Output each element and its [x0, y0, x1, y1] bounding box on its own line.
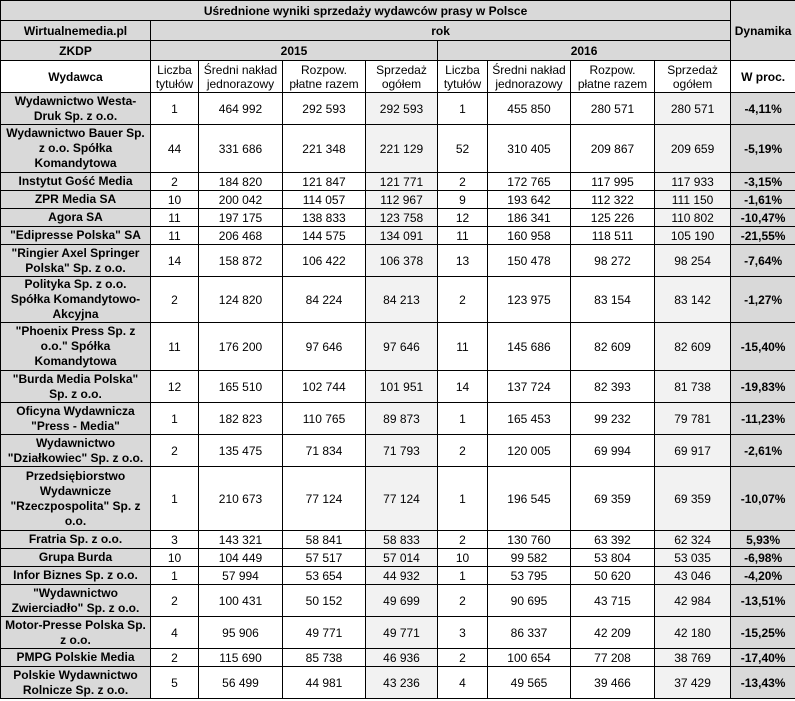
total-sales-2016: 81 738	[655, 371, 731, 403]
titles-2015: 1	[151, 567, 199, 585]
paid-circulation-2015: 84 224	[283, 277, 366, 323]
publisher-name: Agora SA	[1, 209, 151, 227]
paid-circulation-2015: 292 593	[283, 93, 366, 125]
titles-2016: 2	[438, 173, 488, 191]
total-sales-2015: 221 129	[366, 125, 438, 173]
publisher-name: ZPR Media SA	[1, 191, 151, 209]
avg-print-2016: 150 478	[488, 245, 571, 277]
total-sales-2016: 209 659	[655, 125, 731, 173]
paid-circulation-2015: 144 575	[283, 227, 366, 245]
total-sales-2015: 292 593	[366, 93, 438, 125]
paid-circulation-2016: 280 571	[571, 93, 655, 125]
paid-circulation-2015: 110 765	[283, 403, 366, 435]
titles-2016: 9	[438, 191, 488, 209]
titles-2015: 2	[151, 173, 199, 191]
paid-circulation-2016: 125 226	[571, 209, 655, 227]
total-sales-2015: 101 951	[366, 371, 438, 403]
avg-print-2016: 130 760	[488, 531, 571, 549]
change-percent: -2,61%	[731, 435, 795, 467]
total-sales-2015: 134 091	[366, 227, 438, 245]
titles-2016: 1	[438, 93, 488, 125]
titles-2015: 2	[151, 435, 199, 467]
paid-circulation-2016: 63 392	[571, 531, 655, 549]
change-percent: -5,19%	[731, 125, 795, 173]
total-sales-2015: 84 213	[366, 277, 438, 323]
total-sales-2015: 77 124	[366, 467, 438, 531]
col-wydawca: Wydawca	[1, 61, 151, 93]
total-sales-2016: 69 917	[655, 435, 731, 467]
avg-print-2016: 100 654	[488, 649, 571, 667]
total-sales-2016: 111 150	[655, 191, 731, 209]
paid-circulation-2016: 43 715	[571, 585, 655, 617]
paid-circulation-2016: 69 994	[571, 435, 655, 467]
paid-circulation-2015: 44 981	[283, 667, 366, 699]
publisher-name: Polityka Sp. z o.o. Spółka Komandytowo-Akcyjna	[1, 277, 151, 323]
avg-print-2016: 145 686	[488, 323, 571, 371]
total-sales-2015: 106 378	[366, 245, 438, 277]
publisher-name: Motor-Presse Polska Sp. z o.o.	[1, 617, 151, 649]
titles-2015: 2	[151, 277, 199, 323]
avg-print-2015: 200 042	[199, 191, 283, 209]
change-percent: -21,55%	[731, 227, 795, 245]
avg-print-2015: 57 994	[199, 567, 283, 585]
titles-2016: 14	[438, 371, 488, 403]
titles-2016: 2	[438, 649, 488, 667]
col-liczba-2015: Liczba tytułów	[151, 61, 199, 93]
table-row	[1, 531, 795, 549]
total-sales-2015: 123 758	[366, 209, 438, 227]
avg-print-2015: 197 175	[199, 209, 283, 227]
table-row	[1, 209, 795, 227]
table-row	[1, 467, 795, 531]
titles-2016: 1	[438, 403, 488, 435]
titles-2015: 3	[151, 531, 199, 549]
avg-print-2016: 53 795	[488, 567, 571, 585]
titles-2016: 2	[438, 277, 488, 323]
col-rozpow-2016: Rozpow. płatne razem	[571, 61, 655, 93]
paid-circulation-2016: 82 609	[571, 323, 655, 371]
paid-circulation-2015: 57 517	[283, 549, 366, 567]
change-percent: -4,20%	[731, 567, 795, 585]
source-label: Wirtualnemedia.pl	[1, 21, 151, 41]
avg-print-2016: 137 724	[488, 371, 571, 403]
titles-2016: 1	[438, 467, 488, 531]
table-row	[1, 245, 795, 277]
paid-circulation-2015: 102 744	[283, 371, 366, 403]
paid-circulation-2015: 106 422	[283, 245, 366, 277]
paid-circulation-2016: 39 466	[571, 667, 655, 699]
avg-print-2015: 165 510	[199, 371, 283, 403]
publisher-name: "Ringier Axel Springer Polska" Sp. z o.o.	[1, 245, 151, 277]
total-sales-2015: 49 699	[366, 585, 438, 617]
total-sales-2015: 49 771	[366, 617, 438, 649]
avg-print-2015: 176 200	[199, 323, 283, 371]
total-sales-2016: 37 429	[655, 667, 731, 699]
paid-circulation-2016: 82 393	[571, 371, 655, 403]
total-sales-2016: 98 254	[655, 245, 731, 277]
avg-print-2015: 182 823	[199, 403, 283, 435]
paid-circulation-2015: 58 841	[283, 531, 366, 549]
paid-circulation-2015: 77 124	[283, 467, 366, 531]
titles-2015: 11	[151, 209, 199, 227]
change-percent: -13,51%	[731, 585, 795, 617]
paid-circulation-2016: 118 511	[571, 227, 655, 245]
paid-circulation-2015: 221 348	[283, 125, 366, 173]
avg-print-2015: 143 321	[199, 531, 283, 549]
zkdp-label: ZKDP	[1, 41, 151, 61]
table-title: Uśrednione wyniki sprzedaży wydawców prasy w Polsce	[1, 1, 731, 21]
titles-2015: 44	[151, 125, 199, 173]
total-sales-2016: 117 933	[655, 173, 731, 191]
publisher-name: Wydawnictwo Westa-Druk Sp. z o.o.	[1, 93, 151, 125]
total-sales-2016: 42 984	[655, 585, 731, 617]
titles-2015: 12	[151, 371, 199, 403]
total-sales-2016: 79 781	[655, 403, 731, 435]
total-sales-2015: 71 793	[366, 435, 438, 467]
avg-print-2015: 158 872	[199, 245, 283, 277]
change-percent: -17,40%	[731, 649, 795, 667]
col-rozpow-2015: Rozpow. płatne razem	[283, 61, 366, 93]
table-row	[1, 549, 795, 567]
publisher-name: Polskie Wydawnictwo Rolnicze Sp. z o.o.	[1, 667, 151, 699]
publisher-name: Przedsiębiorstwo Wydawnicze "Rzeczpospolita" Sp. z o.o.	[1, 467, 151, 531]
total-sales-2015: 97 646	[366, 323, 438, 371]
paid-circulation-2016: 69 359	[571, 467, 655, 531]
total-sales-2015: 57 014	[366, 549, 438, 567]
total-sales-2016: 53 035	[655, 549, 731, 567]
change-percent: -6,98%	[731, 549, 795, 567]
col-liczba-2016: Liczba tytułów	[438, 61, 488, 93]
paid-circulation-2016: 99 232	[571, 403, 655, 435]
avg-print-2016: 160 958	[488, 227, 571, 245]
paid-circulation-2015: 97 646	[283, 323, 366, 371]
paid-circulation-2016: 77 208	[571, 649, 655, 667]
avg-print-2016: 86 337	[488, 617, 571, 649]
change-percent: -13,43%	[731, 667, 795, 699]
avg-print-2016: 196 545	[488, 467, 571, 531]
avg-print-2016: 165 453	[488, 403, 571, 435]
publisher-name: Wydawnictwo Bauer Sp. z o.o. Spółka Komandytowa	[1, 125, 151, 173]
table-row	[1, 371, 795, 403]
titles-2015: 10	[151, 549, 199, 567]
col-sprzedaz-2016: Sprzedaż ogółem	[655, 61, 731, 93]
paid-circulation-2016: 83 154	[571, 277, 655, 323]
titles-2016: 3	[438, 617, 488, 649]
total-sales-2016: 82 609	[655, 323, 731, 371]
paid-circulation-2015: 121 847	[283, 173, 366, 191]
titles-2016: 1	[438, 567, 488, 585]
table-row	[1, 403, 795, 435]
col-wproc: W proc.	[731, 61, 795, 93]
total-sales-2016: 62 324	[655, 531, 731, 549]
publisher-name: Grupa Burda	[1, 549, 151, 567]
total-sales-2015: 46 936	[366, 649, 438, 667]
total-sales-2015: 44 932	[366, 567, 438, 585]
total-sales-2016: 42 180	[655, 617, 731, 649]
titles-2016: 13	[438, 245, 488, 277]
table-row	[1, 227, 795, 245]
titles-2015: 10	[151, 191, 199, 209]
change-percent: -4,11%	[731, 93, 795, 125]
table-row	[1, 649, 795, 667]
table-row	[1, 323, 795, 371]
titles-2016: 52	[438, 125, 488, 173]
change-percent: -10,07%	[731, 467, 795, 531]
total-sales-2015: 121 771	[366, 173, 438, 191]
avg-print-2016: 90 695	[488, 585, 571, 617]
avg-print-2015: 206 468	[199, 227, 283, 245]
titles-2015: 5	[151, 667, 199, 699]
table-row	[1, 191, 795, 209]
publisher-name: Instytut Gość Media	[1, 173, 151, 191]
paid-circulation-2015: 85 738	[283, 649, 366, 667]
change-percent: -1,27%	[731, 277, 795, 323]
paid-circulation-2015: 71 834	[283, 435, 366, 467]
paid-circulation-2016: 117 995	[571, 173, 655, 191]
total-sales-2016: 110 802	[655, 209, 731, 227]
titles-2015: 4	[151, 617, 199, 649]
publisher-name: PMPG Polskie Media	[1, 649, 151, 667]
paid-circulation-2015: 53 654	[283, 567, 366, 585]
avg-print-2015: 331 686	[199, 125, 283, 173]
total-sales-2016: 38 769	[655, 649, 731, 667]
titles-2016: 10	[438, 549, 488, 567]
paid-circulation-2016: 209 867	[571, 125, 655, 173]
change-percent: -7,64%	[731, 245, 795, 277]
avg-print-2016: 186 341	[488, 209, 571, 227]
paid-circulation-2015: 114 057	[283, 191, 366, 209]
avg-print-2015: 184 820	[199, 173, 283, 191]
total-sales-2015: 89 873	[366, 403, 438, 435]
total-sales-2016: 69 359	[655, 467, 731, 531]
titles-2016: 2	[438, 585, 488, 617]
table-row	[1, 277, 795, 323]
avg-print-2016: 99 582	[488, 549, 571, 567]
change-percent: -11,23%	[731, 403, 795, 435]
table-row	[1, 173, 795, 191]
total-sales-2015: 58 833	[366, 531, 438, 549]
dynamika-header: Dynamika	[731, 1, 795, 61]
change-percent: -1,61%	[731, 191, 795, 209]
publisher-name: Oficyna Wydawnicza "Press - Media"	[1, 403, 151, 435]
avg-print-2016: 120 005	[488, 435, 571, 467]
paid-circulation-2015: 49 771	[283, 617, 366, 649]
titles-2016: 2	[438, 435, 488, 467]
table-row	[1, 567, 795, 585]
table-row	[1, 617, 795, 649]
table-row	[1, 585, 795, 617]
titles-2016: 11	[438, 323, 488, 371]
publisher-name: "Edipresse Polska" SA	[1, 227, 151, 245]
avg-print-2015: 210 673	[199, 467, 283, 531]
avg-print-2016: 455 850	[488, 93, 571, 125]
avg-print-2016: 172 765	[488, 173, 571, 191]
avg-print-2015: 100 431	[199, 585, 283, 617]
avg-print-2015: 56 499	[199, 667, 283, 699]
col-sprzedaz-2015: Sprzedaż ogółem	[366, 61, 438, 93]
change-percent: -19,83%	[731, 371, 795, 403]
avg-print-2015: 464 992	[199, 93, 283, 125]
titles-2015: 2	[151, 649, 199, 667]
change-percent: -15,25%	[731, 617, 795, 649]
publisher-name: "Burda Media Polska" Sp. z o.o.	[1, 371, 151, 403]
titles-2015: 1	[151, 403, 199, 435]
avg-print-2015: 115 690	[199, 649, 283, 667]
change-percent: -10,47%	[731, 209, 795, 227]
table-row	[1, 125, 795, 173]
avg-print-2015: 124 820	[199, 277, 283, 323]
paid-circulation-2015: 138 833	[283, 209, 366, 227]
titles-2015: 1	[151, 467, 199, 531]
titles-2015: 11	[151, 323, 199, 371]
titles-2016: 11	[438, 227, 488, 245]
total-sales-2016: 43 046	[655, 567, 731, 585]
titles-2015: 14	[151, 245, 199, 277]
paid-circulation-2016: 50 620	[571, 567, 655, 585]
year-2016-header: 2016	[438, 41, 731, 61]
change-percent: 5,93%	[731, 531, 795, 549]
col-naklad-2015: Średni nakład jednorazowy	[199, 61, 283, 93]
titles-2016: 12	[438, 209, 488, 227]
avg-print-2016: 310 405	[488, 125, 571, 173]
change-percent: -3,15%	[731, 173, 795, 191]
table-row	[1, 93, 795, 125]
total-sales-2016: 280 571	[655, 93, 731, 125]
paid-circulation-2016: 112 322	[571, 191, 655, 209]
publisher-name: "Wydawnictwo Zwierciadło" Sp. z o.o.	[1, 585, 151, 617]
titles-2015: 11	[151, 227, 199, 245]
paid-circulation-2016: 42 209	[571, 617, 655, 649]
avg-print-2016: 123 975	[488, 277, 571, 323]
year-2015-header: 2015	[151, 41, 438, 61]
total-sales-2016: 105 190	[655, 227, 731, 245]
table-row	[1, 667, 795, 699]
publisher-name: Infor Biznes Sp. z o.o.	[1, 567, 151, 585]
total-sales-2015: 112 967	[366, 191, 438, 209]
avg-print-2016: 193 642	[488, 191, 571, 209]
publisher-name: Wydawnictwo "Działkowiec" Sp. z o.o.	[1, 435, 151, 467]
paid-circulation-2016: 53 804	[571, 549, 655, 567]
publisher-name: "Phoenix Press Sp. z o.o." Spółka Komandytowa	[1, 323, 151, 371]
publisher-name: Fratria Sp. z o.o.	[1, 531, 151, 549]
titles-2016: 2	[438, 531, 488, 549]
avg-print-2015: 135 475	[199, 435, 283, 467]
avg-print-2015: 95 906	[199, 617, 283, 649]
paid-circulation-2015: 50 152	[283, 585, 366, 617]
rok-header: rok	[151, 21, 731, 41]
titles-2015: 1	[151, 93, 199, 125]
total-sales-2015: 43 236	[366, 667, 438, 699]
total-sales-2016: 83 142	[655, 277, 731, 323]
avg-print-2015: 104 449	[199, 549, 283, 567]
table-row	[1, 435, 795, 467]
titles-2016: 4	[438, 667, 488, 699]
col-naklad-2016: Średni nakład jednorazowy	[488, 61, 571, 93]
avg-print-2016: 49 565	[488, 667, 571, 699]
titles-2015: 2	[151, 585, 199, 617]
paid-circulation-2016: 98 272	[571, 245, 655, 277]
change-percent: -15,40%	[731, 323, 795, 371]
